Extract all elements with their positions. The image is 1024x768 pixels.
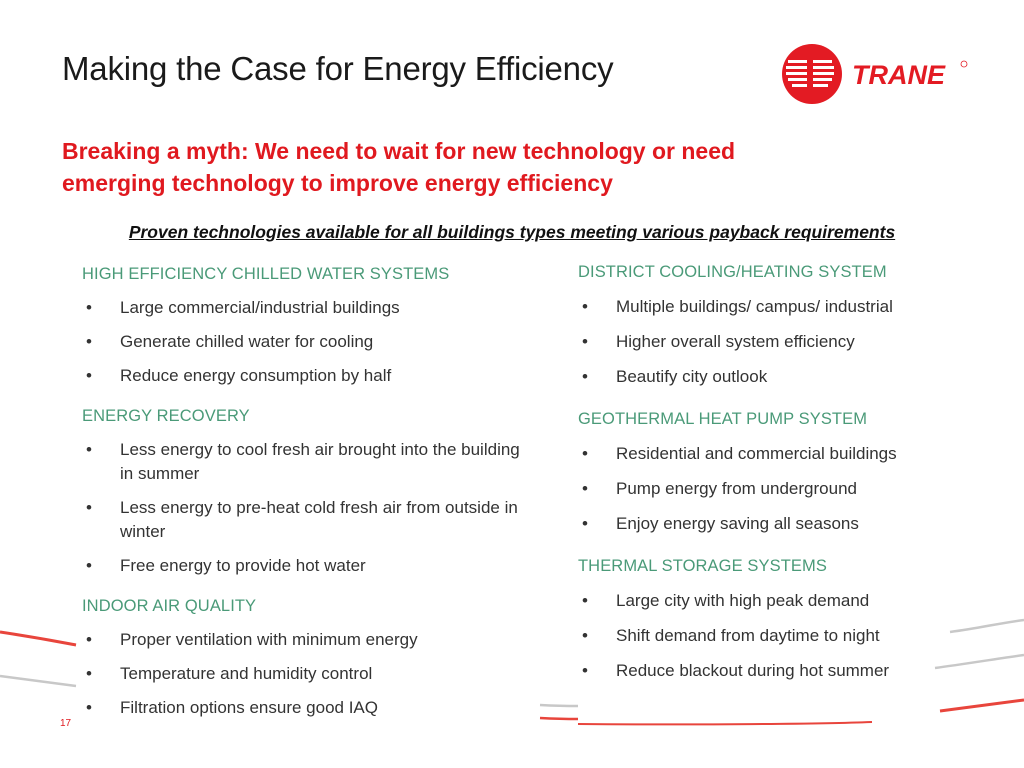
bullet-item: • Enjoy energy saving all seasons bbox=[578, 512, 998, 536]
bullet-list bbox=[82, 628, 522, 720]
bullet-item: • Pump energy from underground bbox=[578, 477, 998, 501]
section-district-cooling bbox=[578, 260, 998, 389]
section-heading: ENERGY RECOVERY bbox=[82, 407, 250, 425]
bullet-list bbox=[578, 295, 998, 389]
bullet-item: • Reduce energy consumption by half bbox=[82, 364, 522, 388]
bullet-item: • Proper ventilation with minimum energy bbox=[82, 628, 522, 652]
section-energy-recovery bbox=[82, 404, 522, 578]
slide-subtitle: Breaking a myth: We need to wait for new technology or need emerging technology to improve energy efficiency bbox=[62, 138, 736, 196]
trane-logo bbox=[780, 42, 970, 106]
bullet-list bbox=[578, 589, 998, 683]
slide-tagline: Proven technologies available for all buildings types meeting various payback requirements bbox=[128, 222, 896, 242]
right-column bbox=[578, 260, 998, 683]
bullet-item: • Temperature and humidity control bbox=[82, 662, 522, 686]
bullet-item: • Free energy to provide hot water bbox=[82, 554, 522, 578]
bullet-item: • Large commercial/industrial buildings bbox=[82, 296, 522, 320]
bullet-item: • Less energy to cool fresh air brought into the building in summer bbox=[82, 438, 522, 486]
section-heading: INDOOR AIR QUALITY bbox=[82, 597, 257, 615]
section-geothermal bbox=[578, 407, 998, 536]
bullet-item: • Reduce blackout during hot summer bbox=[578, 659, 998, 683]
section-thermal-storage bbox=[578, 554, 998, 683]
bullet-item: • Filtration options ensure good IAQ bbox=[82, 696, 522, 720]
bullet-item: • Shift demand from daytime to night bbox=[578, 624, 998, 648]
slide-title: Making the Case for Energy Efficiency bbox=[62, 50, 614, 87]
logo-wordmark: TRANE bbox=[852, 60, 945, 90]
bullet-item: • Residential and commercial buildings bbox=[578, 442, 998, 466]
bullet-item: • Higher overall system efficiency bbox=[578, 330, 998, 354]
section-heading: THERMAL STORAGE SYSTEMS bbox=[578, 557, 827, 575]
section-heading: HIGH EFFICIENCY CHILLED WATER SYSTEMS bbox=[82, 265, 450, 283]
bullet-item: • Multiple buildings/ campus/ industrial bbox=[578, 295, 998, 319]
page-number: 17 bbox=[60, 718, 72, 729]
section-heading: GEOTHERMAL HEAT PUMP SYSTEM bbox=[578, 410, 868, 428]
bullet-item: • Generate chilled water for cooling bbox=[82, 330, 522, 354]
bullet-list bbox=[578, 442, 998, 536]
section-heading: DISTRICT COOLING/HEATING SYSTEM bbox=[578, 263, 887, 281]
bullet-item: • Beautify city outlook bbox=[578, 365, 998, 389]
section-indoor-air-quality bbox=[82, 594, 522, 720]
bullet-list bbox=[82, 296, 522, 388]
bullet-item: • Less energy to pre-heat cold fresh air from outside in winter bbox=[82, 496, 522, 544]
bullet-list bbox=[82, 438, 522, 578]
section-chilled-water bbox=[82, 262, 522, 388]
bullet-item: • Large city with high peak demand bbox=[578, 589, 998, 613]
left-column bbox=[82, 262, 522, 720]
